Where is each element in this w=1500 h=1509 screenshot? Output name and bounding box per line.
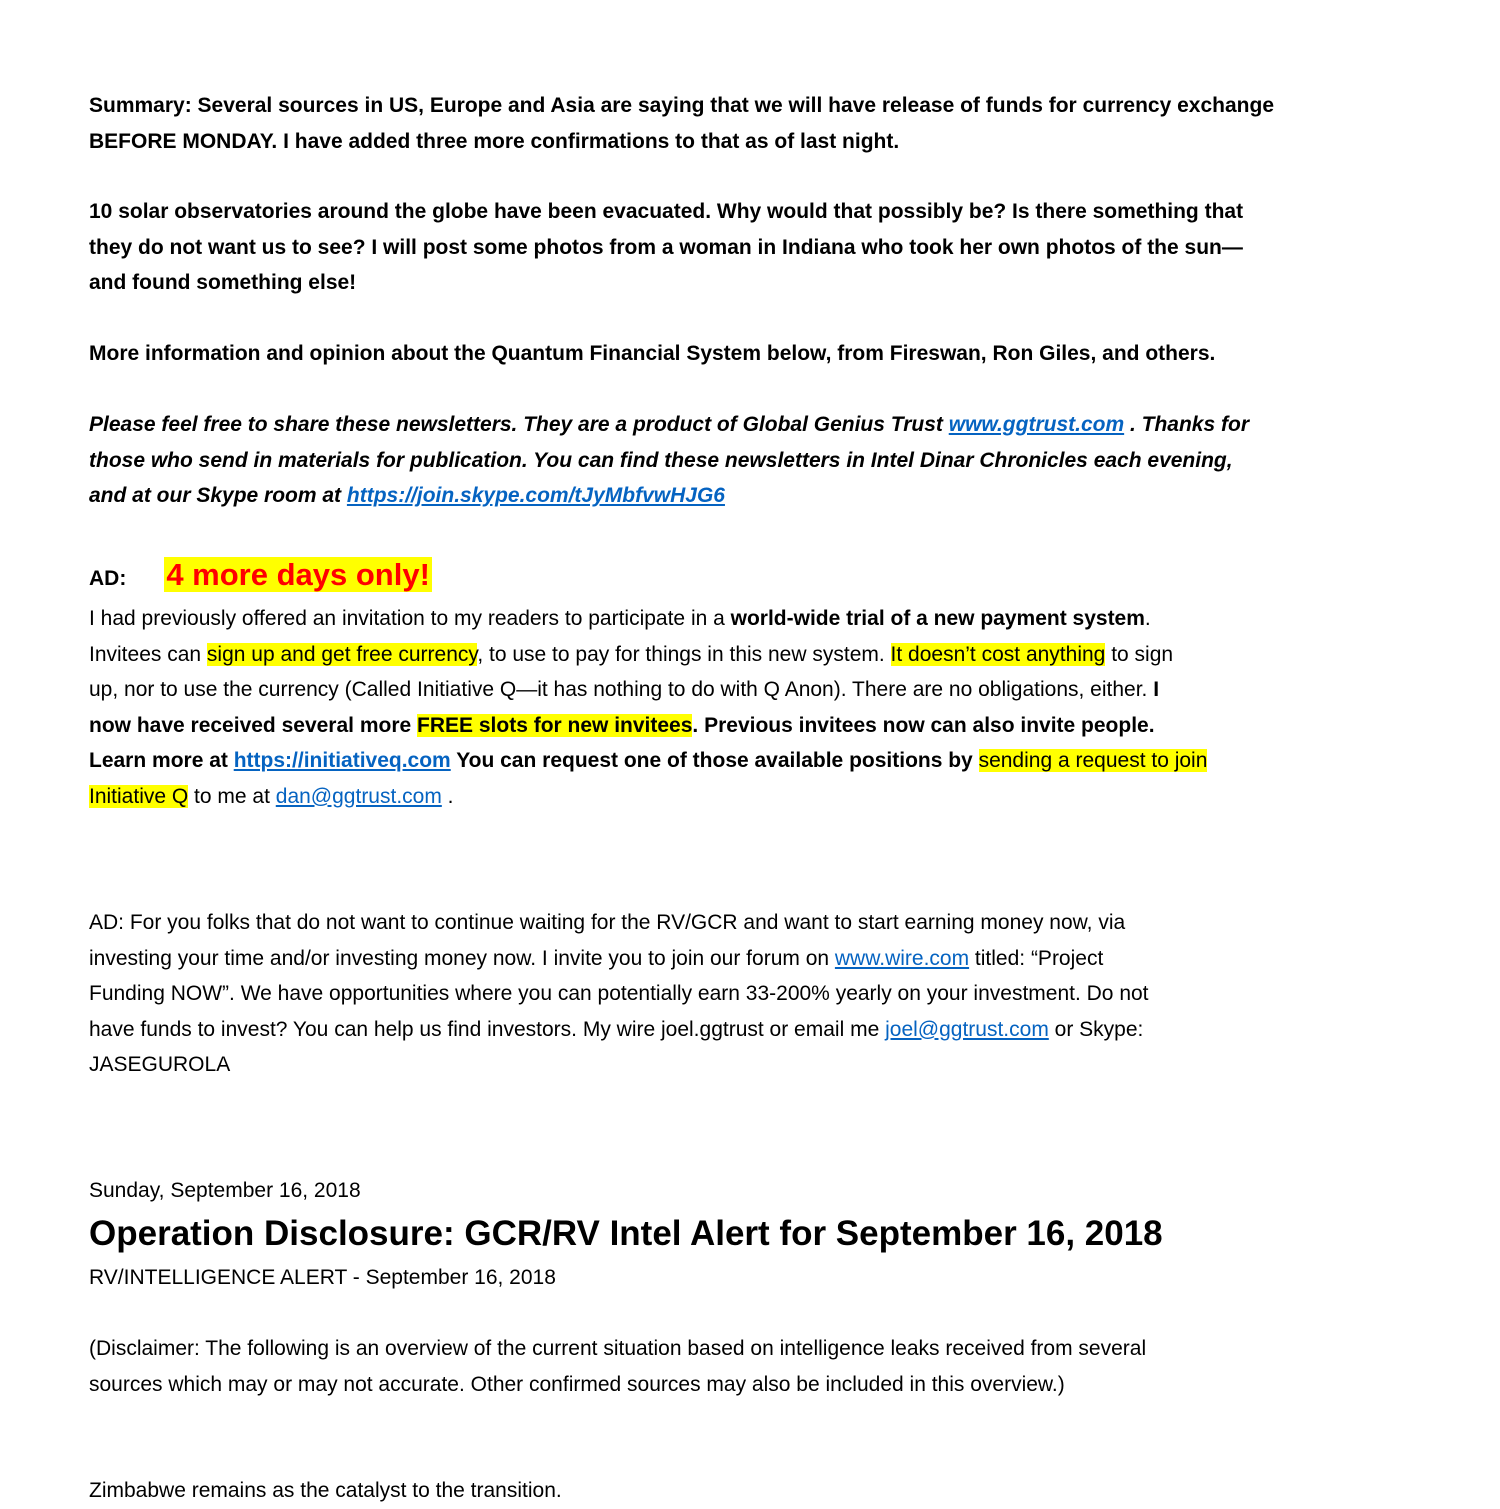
observatories-paragraph: [89, 194, 1429, 301]
ad1-line-2-text: Invitees can: [89, 642, 207, 666]
observatories-line-1: 10 solar observatories around the globe have been evacuated. Why would that possibly be? Is there something that: [89, 200, 1244, 223]
zimbabwe-text: Zimbabwe remains as the catalyst to the transition.: [89, 1479, 562, 1502]
summary-line-1: Summary: Several sources in US, Europe and Asia are saying that we will have release of funds for currency exchange: [89, 94, 1274, 117]
ad1-line-4-text: now have received several more: [89, 713, 418, 737]
ad1-headline: 4 more days only!: [166, 557, 430, 592]
disclaimer-line-2: sources which may or may not accurate. Other confirmed sources may also be included in this overview.): [89, 1372, 1065, 1396]
ad2-line-2-text: investing your time and/or investing money now. I invite you to join our forum on: [89, 946, 835, 970]
ad1-line-3-text: up, nor to use the currency (Called Initiative Q—it has nothing to do with Q Anon). There are no obligations, either.: [89, 678, 1154, 701]
ad2-line-4-end: or Skype:: [1048, 1017, 1144, 1041]
share-line-2: those who send in materials for publication. You can find these newsletters in Intel Dinar Chronicles each evening,: [89, 448, 1233, 472]
ad1-line-5-text: Learn more at: [89, 749, 234, 772]
share-line-1-text: Please feel free to share these newsletters. They are a product of Global Genius Trust: [89, 413, 949, 436]
ad1-line-2-middle: , to use to pay for things in this new system.: [477, 642, 891, 666]
dan-email-link[interactable]: dan@ggtrust.com: [275, 784, 442, 808]
ad2-body: [89, 905, 1429, 1083]
wire-link[interactable]: www.wire.com: [834, 946, 970, 970]
skype-room-link[interactable]: https://join.skype.com/tJyMbfvwHJG6: [346, 484, 725, 507]
ad1-line-4-end: . Previous invitees now can also invite people.: [692, 713, 1155, 737]
highlight-no-cost: It doesn’t cost anything: [890, 642, 1106, 666]
article-subtitle: [89, 1260, 1429, 1296]
initiativeq-link[interactable]: https://initiativeq.com: [233, 749, 451, 772]
disclaimer-line-1: (Disclaimer: The following is an overview of the current situation based on intelligence leaks received from several: [89, 1337, 1147, 1360]
disclaimer-paragraph: [89, 1331, 1429, 1402]
article-date-text: Sunday, September 16, 2018: [89, 1179, 361, 1202]
ad1-line-1-post: .: [1144, 607, 1151, 630]
ad2-skype-id: JASEGUROLA: [89, 1053, 231, 1076]
highlight-initiative-q: Initiative Q: [89, 784, 189, 808]
ad1-trial-bold: world-wide trial of a new payment system: [730, 607, 1145, 630]
ad2-line-3: Funding NOW”. We have opportunities where you can potentially earn 33-200% yearly on your investment. Do not: [89, 982, 1149, 1005]
share-line-3-text: and at our Skype room at: [89, 484, 347, 507]
qfs-paragraph: [89, 336, 1429, 372]
share-paragraph: [89, 407, 1429, 514]
ad2-line-1: AD: For you folks that do not want to continue waiting for the RV/GCR and want to start earning money now, via: [89, 911, 1126, 934]
summary-paragraph: [89, 88, 1429, 159]
ad1-line-2-end: to sign: [1105, 642, 1174, 666]
article-title: Operation Disclosure: GCR/RV Intel Alert for September 16, 2018: [89, 1214, 1163, 1253]
share-line-1-post: . Thanks for: [1124, 413, 1249, 436]
ad1-line-3-bold: I: [1153, 678, 1160, 701]
ad1-line-1-text: I had previously offered an invitation to my readers to participate in a: [89, 607, 731, 630]
ad1-line-6-text: to me at: [188, 784, 276, 808]
joel-email-link[interactable]: joel@ggtrust.com: [885, 1017, 1049, 1041]
ggtrust-link[interactable]: www.ggtrust.com: [948, 413, 1125, 436]
ad1-label: AD:: [89, 567, 127, 590]
ad2-line-2-end: titled: “Project: [969, 946, 1104, 970]
ad1-line-6-end: .: [441, 784, 454, 808]
summary-line-2: BEFORE MONDAY. I have added three more confirmations to that as of last night.: [89, 129, 900, 153]
article-subtitle-text: RV/INTELLIGENCE ALERT - September 16, 2018: [89, 1266, 556, 1289]
highlight-free-slots: FREE slots for new invitees: [417, 713, 693, 737]
ad2-line-4-text: have funds to invest? You can help us find investors. My wire joel.ggtrust or email me: [89, 1017, 886, 1041]
zimbabwe-paragraph: [89, 1473, 1429, 1509]
ad1-line-5-middle: You can request one of those available positions by: [450, 749, 979, 772]
qfs-text: More information and opinion about the Quantum Financial System below, from Fireswan, Ron Giles, and others.: [89, 342, 1216, 365]
observatories-line-2: they do not want us to see? I will post some photos from a woman in Indiana who took her own photos of the sun—: [89, 235, 1243, 259]
highlight-send-request: sending a request to join: [978, 749, 1208, 772]
ad1-header: [89, 556, 1429, 599]
observatories-line-3: and found something else!: [89, 271, 357, 294]
highlight-free-currency: sign up and get free currency: [206, 642, 478, 666]
article-date: [89, 1173, 1429, 1209]
ad1-body: [89, 601, 1429, 814]
